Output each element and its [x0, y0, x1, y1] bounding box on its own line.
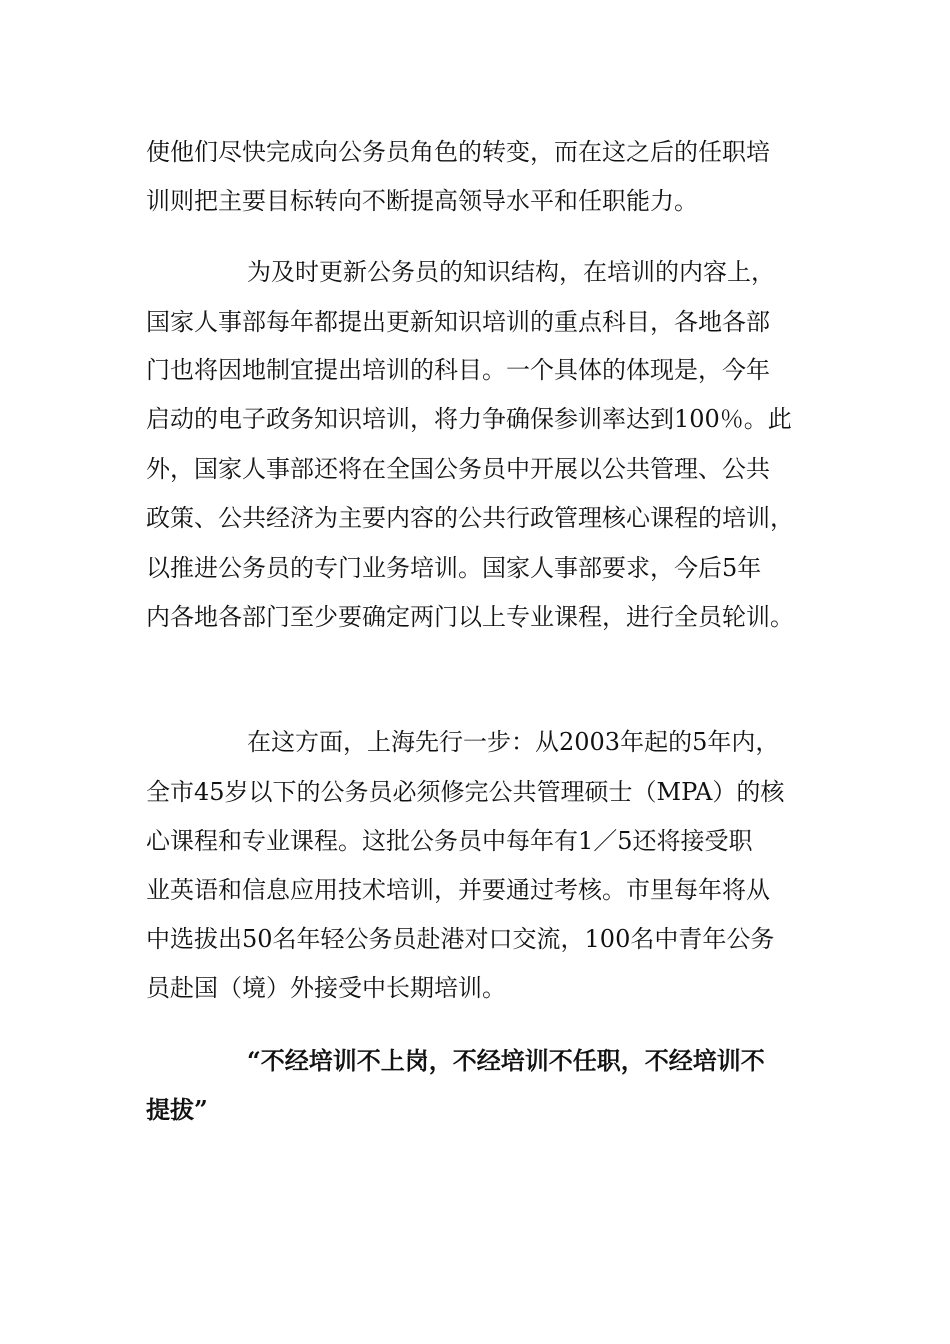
paragraph-2-line-8: 内各地各部门至少要确定两门以上专业课程，进行全员轮训。	[146, 603, 794, 631]
section-heading-line-2: 提拔”	[146, 1095, 208, 1124]
paragraph-3-line-2: 全市45岁以下的公务员必须修完公共管理硕士（MPA）的核	[146, 778, 785, 806]
paragraph-2-line-4: 启动的电子政务知识培训，将力争确保参训率达到100％。此	[146, 405, 792, 433]
section-heading-line-1: “不经培训不上岗，不经培训不任职，不经培训不	[247, 1046, 765, 1075]
paragraph-2-line-7: 以推进公务员的专门业务培训。国家人事部要求，今后5年	[146, 554, 762, 582]
paragraph-3-line-5: 中选拔出50名年轻公务员赴港对口交流，100名中青年公务	[146, 925, 775, 953]
paragraph-3-line-3: 心课程和专业课程。这批公务员中每年有1／5还将接受职	[146, 827, 753, 855]
paragraph-1-line-1: 使他们尽快完成向公务员角色的转变，而在这之后的任职培	[146, 138, 770, 166]
paragraph-3-line-1: 在这方面，上海先行一步：从2003年起的5年内，	[247, 728, 780, 756]
paragraph-2-line-5: 外，国家人事部还将在全国公务员中开展以公共管理、公共	[146, 455, 770, 483]
paragraph-2-line-1: 为及时更新公务员的知识结构，在培训的内容上，	[247, 258, 775, 286]
paragraph-3-line-6: 员赴国（境）外接受中长期培训。	[146, 974, 506, 1002]
paragraph-3-line-4: 业英语和信息应用技术培训，并要通过考核。市里每年将从	[146, 876, 770, 904]
paragraph-1-line-2: 训则把主要目标转向不断提高领导水平和任职能力。	[146, 187, 698, 215]
paragraph-2-line-3: 门也将因地制宜提出培训的科目。一个具体的体现是，今年	[146, 356, 770, 384]
paragraph-2-line-6: 政策、公共经济为主要内容的公共行政管理核心课程的培训，	[146, 504, 794, 532]
paragraph-2-line-2: 国家人事部每年都提出更新知识培训的重点科目，各地各部	[146, 308, 770, 336]
